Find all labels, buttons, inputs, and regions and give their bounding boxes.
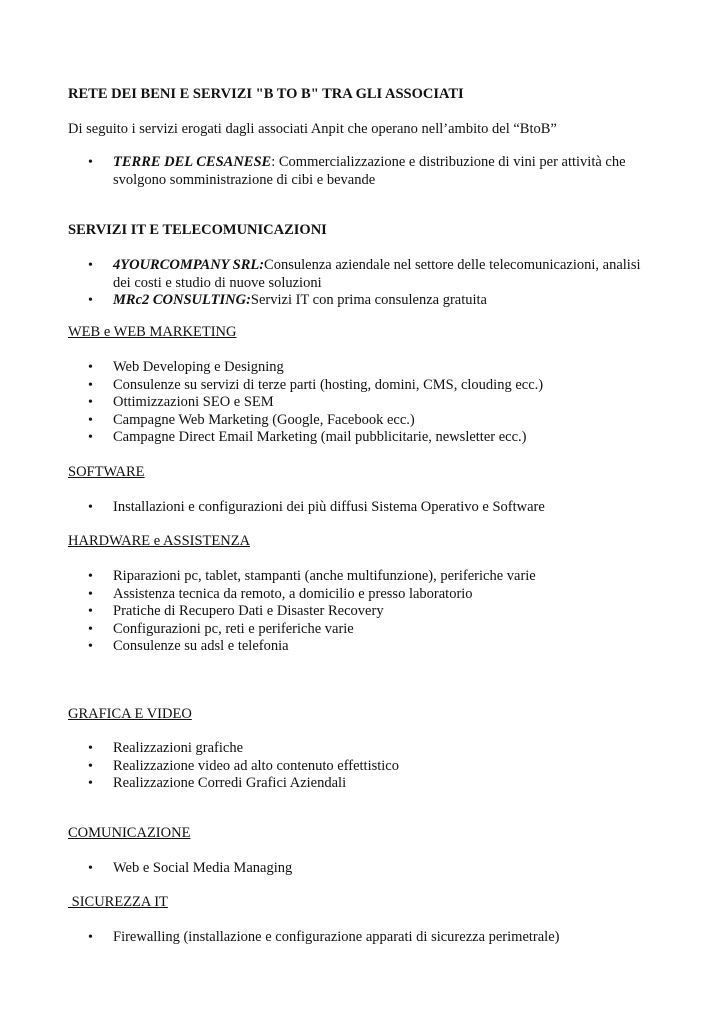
bullet-icon: • xyxy=(88,604,93,619)
web-list xyxy=(68,359,658,447)
hardware-list xyxy=(68,568,658,656)
company-name: 4YOURCOMPANY SRL: xyxy=(113,257,265,273)
intro-paragraph: Di seguito i servizi erogati dagli associati Anpit che operano nell’ambito del “BtoB” xyxy=(68,121,557,137)
list-item xyxy=(68,603,658,621)
software-list xyxy=(68,499,658,517)
list-item xyxy=(68,929,658,947)
list-item-text: Pratiche di Recupero Dati e Disaster Recovery xyxy=(113,603,384,619)
list-item xyxy=(68,586,658,604)
bullet-icon: • xyxy=(88,569,93,584)
comunicazione-list xyxy=(68,860,658,878)
bullet-icon: • xyxy=(88,500,93,515)
section-heading-sicurezza: SICUREZZA IT xyxy=(68,894,168,910)
list-item xyxy=(68,412,658,430)
service-description: : Commercializzazione e distribuzione di vini per attività che svolgono somministrazione di cibi e bevande xyxy=(113,154,626,188)
bullet-icon: • xyxy=(88,741,93,756)
bullet-icon: • xyxy=(88,360,93,375)
bullet-icon: • xyxy=(88,861,93,876)
list-item xyxy=(68,359,658,377)
section-heading-hardware: HARDWARE e ASSISTENZA xyxy=(68,533,251,549)
section-heading-comunicazione: COMUNICAZIONE xyxy=(68,825,191,841)
sicurezza-list xyxy=(68,929,658,947)
list-item-text: Realizzazione video ad alto contenuto effettistico xyxy=(113,757,399,774)
bullet-icon: • xyxy=(88,155,93,170)
list-item xyxy=(68,775,658,793)
section-heading-it: SERVIZI IT E TELECOMUNICAZIONI xyxy=(68,222,327,238)
grafica-list xyxy=(68,740,658,793)
list-item-text: Assistenza tecnica da remoto, a domicilio e presso laboratorio xyxy=(113,585,473,602)
bullet-icon: • xyxy=(88,639,93,654)
list-item xyxy=(68,154,658,189)
intro-list xyxy=(68,154,658,189)
section-heading-grafica: GRAFICA E VIDEO xyxy=(68,706,192,722)
list-item-text: Ottimizzazioni SEO e SEM xyxy=(113,394,274,410)
company-name: TERRE DEL CESANESE xyxy=(113,154,272,170)
section-heading-software: SOFTWARE xyxy=(68,464,145,480)
list-item-text: Firewalling (installazione e configurazione apparati di sicurezza perimetrale) xyxy=(113,929,560,945)
bullet-icon: • xyxy=(88,293,93,308)
bullet-icon: • xyxy=(88,258,93,273)
it-list xyxy=(68,257,658,310)
list-item xyxy=(68,394,658,412)
service-description: Consulenza aziendale nel settore delle telecomunicazioni, analisi dei costi e studio di nuove soluzioni xyxy=(113,257,641,291)
list-item-text: Campagne Web Marketing (Google, Facebook ecc.) xyxy=(113,411,415,428)
list-item-text: Realizzazione Corredi Grafici Aziendali xyxy=(113,775,347,791)
list-item xyxy=(68,758,658,776)
list-item-text: Realizzazioni grafiche xyxy=(113,740,244,756)
section-heading-web: WEB e WEB MARKETING xyxy=(68,324,237,340)
list-item-text: Web e Social Media Managing xyxy=(113,860,293,876)
list-item xyxy=(68,499,658,517)
bullet-icon: • xyxy=(88,395,93,410)
list-item xyxy=(68,429,658,447)
bullet-icon: • xyxy=(88,776,93,791)
bullet-icon: • xyxy=(88,758,93,774)
bullet-icon: • xyxy=(88,412,93,428)
list-item xyxy=(68,377,658,395)
bullet-icon: • xyxy=(88,377,93,393)
bullet-icon: • xyxy=(88,430,93,445)
bullet-icon: • xyxy=(88,586,93,602)
bullet-icon: • xyxy=(88,930,93,945)
list-item xyxy=(68,860,658,878)
list-item-text: Riparazioni pc, tablet, stampanti (anche multifunzione), periferiche varie xyxy=(113,568,536,584)
document-title: RETE DEI BENI E SERVIZI "B TO B" TRA GLI ASSOCIATI xyxy=(68,86,464,102)
list-item xyxy=(68,621,658,639)
list-item xyxy=(68,740,658,758)
document-body xyxy=(68,0,658,1024)
list-item xyxy=(68,638,658,656)
list-item-text: Web Developing e Designing xyxy=(113,359,284,375)
list-item-text: Consulenze su adsl e telefonia xyxy=(113,638,289,654)
list-item-text: Configurazioni pc, reti e periferiche varie xyxy=(113,620,354,637)
bullet-icon: • xyxy=(88,621,93,637)
company-name: MRc2 CONSULTING: xyxy=(113,292,251,308)
list-item xyxy=(68,292,658,310)
list-item-text: Installazioni e configurazioni dei più diffusi Sistema Operativo e Software xyxy=(113,499,545,515)
list-item xyxy=(68,568,658,586)
list-item-text: Consulenze su servizi di terze parti (hosting, domini, CMS, clouding ecc.) xyxy=(113,376,544,393)
list-item-text: Campagne Direct Email Marketing (mail pubblicitarie, newsletter ecc.) xyxy=(113,429,527,445)
service-description: Servizi IT con prima consulenza gratuita xyxy=(250,292,487,308)
list-item xyxy=(68,257,658,292)
